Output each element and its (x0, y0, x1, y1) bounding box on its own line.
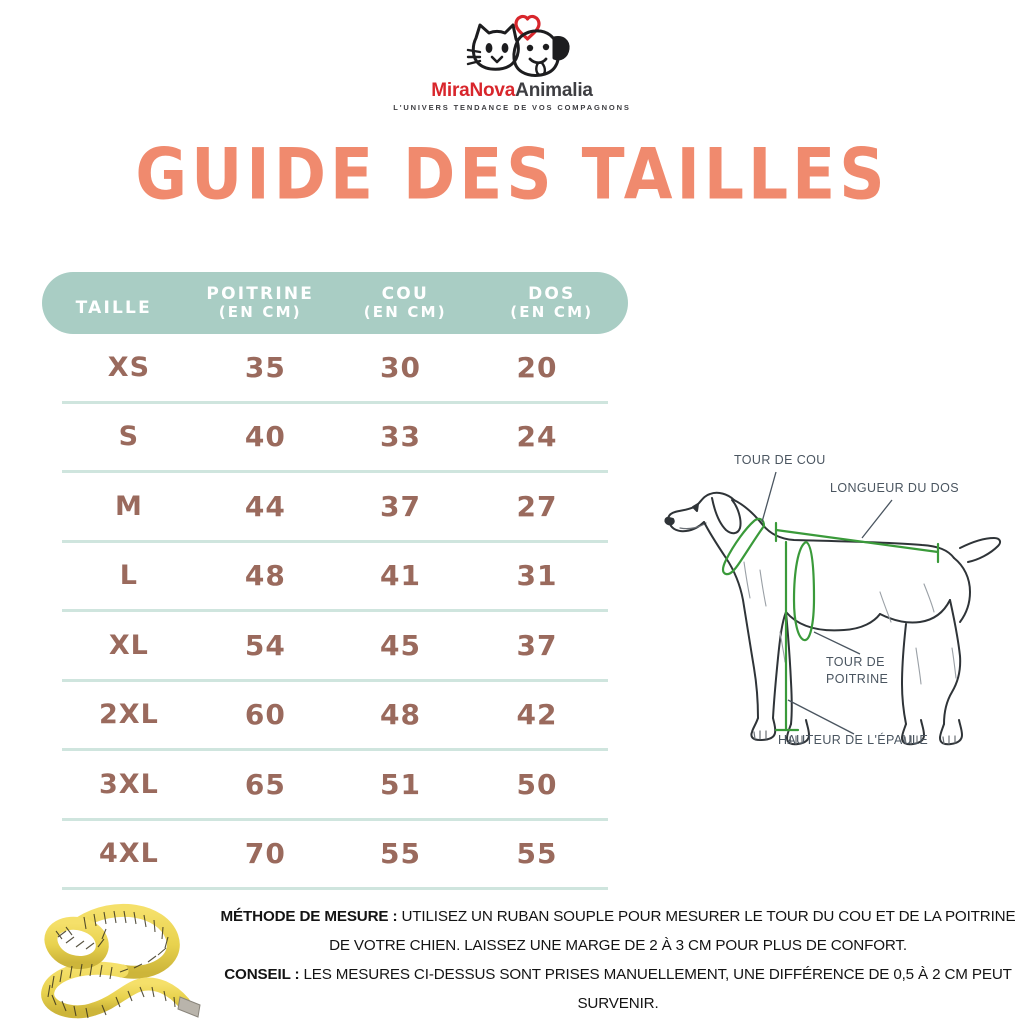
cell-dos: 24 (516, 420, 558, 454)
label-tour-de-poitrine-line1: TOUR DE (826, 655, 885, 669)
brand-wordmark (0, 81, 1024, 100)
column-header-poitrine (186, 284, 335, 322)
brand-name-secondary: Animalia (515, 80, 593, 101)
label-tour-de-cou: TOUR DE COU (734, 453, 826, 467)
advice-note-text: LES MESURES CI-DESSUS SONT PRISES MANUELLEMENT, UNE DIFFÉRENCE DE 0,5 À 2 CM PEUT SURVENIR. (299, 966, 1012, 1012)
label-tour-de-poitrine (826, 654, 888, 688)
column-header-poitrine-label: POITRINE (206, 284, 315, 305)
brand-tagline: L'UNIVERS TENDANCE DE VOS COMPAGNONS (393, 103, 631, 112)
column-header-taille-label: TAILLE (75, 297, 152, 318)
cell-taille: L (119, 560, 138, 592)
cell-poitrine: 40 (244, 420, 286, 454)
table-row (62, 682, 608, 752)
column-header-poitrine-unit: (EN CM) (218, 303, 302, 322)
cell-poitrine: 48 (244, 559, 286, 593)
cell-dos: 31 (516, 559, 558, 593)
cell-dos: 37 (516, 628, 558, 662)
table-row (62, 404, 608, 474)
cell-poitrine: 65 (244, 767, 286, 801)
column-header-dos-unit: (EN CM) (510, 303, 594, 322)
cell-poitrine: 35 (244, 350, 286, 384)
label-longueur-du-dos: LONGUEUR DU DOS (830, 481, 959, 495)
cell-dos: 27 (516, 489, 558, 523)
cell-cou: 45 (380, 628, 421, 662)
table-row (62, 821, 608, 891)
column-header-dos-label: DOS (528, 284, 576, 305)
method-note (212, 902, 1024, 960)
column-header-cou-unit: (EN CM) (363, 303, 447, 322)
cell-poitrine: 54 (244, 628, 286, 662)
cell-taille: M (114, 490, 143, 522)
advice-note (212, 960, 1024, 1018)
cell-cou: 37 (380, 489, 421, 523)
table-row (62, 334, 608, 404)
cell-taille: XS (107, 351, 151, 383)
table-header-row (42, 272, 628, 334)
method-note-lead: MÉTHODE DE MESURE : (220, 908, 398, 925)
cell-cou: 48 (380, 698, 421, 732)
table-row (62, 612, 608, 682)
cell-poitrine: 60 (244, 698, 286, 732)
cell-cou: 33 (380, 420, 421, 454)
table-body (42, 334, 628, 890)
advice-note-lead: CONSEIL : (224, 966, 300, 983)
cell-taille: 3XL (98, 768, 159, 800)
column-header-cou-label: COU (381, 284, 429, 305)
label-tour-de-poitrine-line2: POITRINE (826, 671, 889, 686)
cell-taille: S (118, 421, 140, 453)
column-header-cou (335, 284, 476, 322)
footer-notes (212, 902, 1024, 1018)
cell-cou: 51 (380, 767, 421, 801)
brand-name-primary: MiraNova (431, 80, 516, 101)
column-header-taille (42, 288, 186, 318)
dog-measurement-diagram (648, 442, 1024, 772)
cell-taille: 4XL (98, 838, 159, 870)
table-row (62, 751, 608, 821)
column-header-dos (476, 284, 628, 322)
cat-dog-heart-logo-icon (442, 8, 582, 80)
table-row (62, 543, 608, 613)
table-row (62, 473, 608, 543)
cell-cou: 55 (380, 837, 421, 871)
size-chart-table (42, 272, 628, 890)
cell-dos: 55 (516, 837, 558, 871)
cell-taille: 2XL (98, 699, 159, 731)
cell-poitrine: 70 (244, 837, 286, 871)
cell-dos: 42 (516, 698, 558, 732)
cell-cou: 30 (380, 350, 421, 384)
page-title: GUIDE DES TAILLES (135, 133, 889, 216)
cell-cou: 41 (380, 559, 421, 593)
brand-logo (0, 8, 1024, 112)
measuring-tape-icon (22, 893, 212, 1021)
method-note-text: UTILISEZ UN RUBAN SOUPLE POUR MESURER LE TOUR DU COU ET DE LA POITRINE DE VOTRE CHIEN. LAISSEZ UNE MARGE DE 2 À 3 CM POUR PLUS DE CONFORT. (329, 908, 1016, 954)
cell-taille: XL (108, 629, 149, 661)
cell-dos: 20 (516, 350, 558, 384)
cell-dos: 50 (516, 767, 558, 801)
cell-poitrine: 44 (244, 489, 286, 523)
label-hauteur-de-lepaule: HAUTEUR DE L'ÉPAULE (778, 733, 929, 747)
